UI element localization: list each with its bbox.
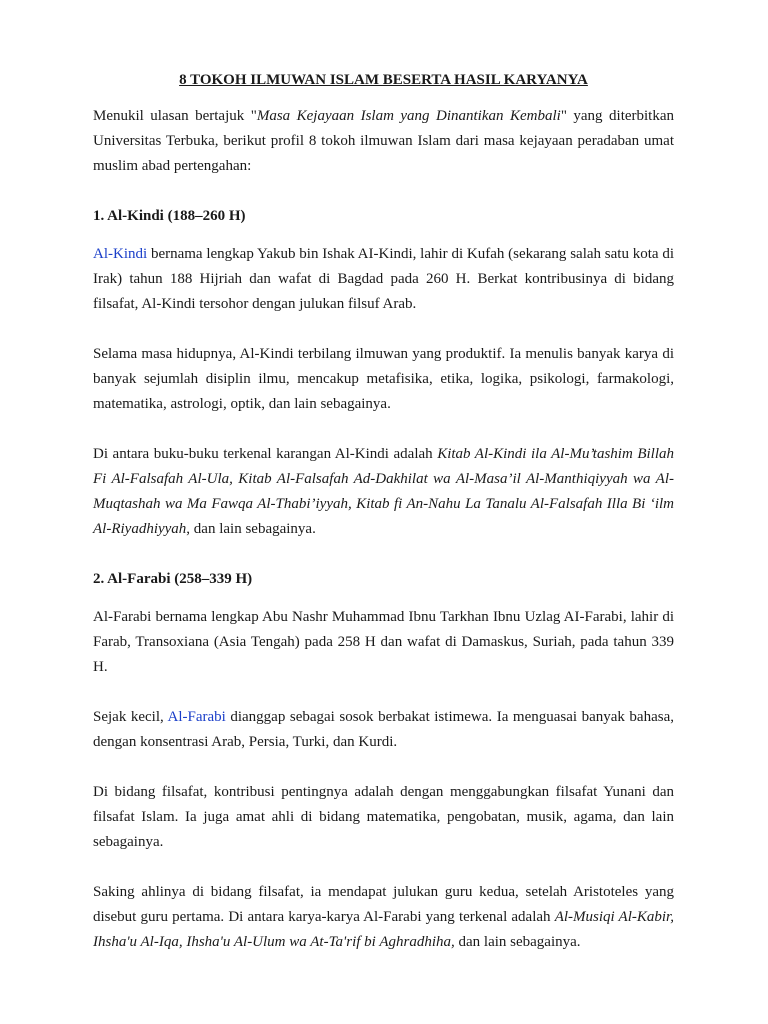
al-farabi-link[interactable]: Al-Farabi	[167, 709, 226, 725]
intro-paragraph: Menukil ulasan bertajuk "Masa Kejayaan Islam yang Dinantikan Kembali" yang diterbitkan Universitas Terbuka, berikut profil 8 tokoh ilmuwan Islam dari masa kejayaan peradaban umat muslim abad pertengahan:	[93, 108, 675, 174]
al-kindi-paragraph-1: Al-Kindi bernama lengkap Yakub bin Ishak AI-Kindi, lahir di Kufah (sekarang salah satu kota di Irak) tahun 188 Hijriah dan wafat di Bagdad pada 260 H. Berkat kontribusinya di bidang filsafat, Al-Kindi tersohor dengan julukan filsuf Arab.	[93, 246, 674, 312]
al-kindi-link[interactable]: Al-Kindi	[93, 246, 148, 262]
section-heading-al-kindi: 1. Al-Kindi (188–260 H)	[93, 208, 246, 224]
al-farabi-paragraph-2: Sejak kecil, Al-Farabi dianggap sebagai sosok berbakat istimewa. Ia menguasai banyak bahasa, dengan konsentrasi Arab, Persia, Turki, dan Kurdi.	[93, 709, 674, 750]
al-farabi-paragraph-3: Di bidang filsafat, kontribusi pentingnya adalah dengan menggabungkan filsafat Yunani dan filsafat Islam. Ia juga amat ahli di bidang matematika, pengobatan, musik, agama, dan lain sebagainya.	[93, 784, 674, 850]
page-title: 8 TOKOH ILMUWAN ISLAM BESERTA HASIL KARYANYA	[179, 72, 588, 88]
al-kindi-paragraph-2: Selama masa hidupnya, Al-Kindi terbilang ilmuwan yang produktif. Ia menulis banyak karya di banyak sejumlah disiplin ilmu, mencakup metafisika, etika, logika, psikologi, farmakologi, matematika, astrologi, optik, dan lain sebagainya.	[93, 346, 674, 412]
al-farabi-paragraph-4: Saking ahlinya di bidang filsafat, ia mendapat julukan guru kedua, setelah Aristoteles yang disebut guru pertama. Di antara karya-karya Al-Farabi yang terkenal adalah Al-Musiqi Al-Kabir, Ihsha'u Al-Iqa, Ihsha'u Al-Ulum wa At-Ta'rif bi Aghradhiha, dan lain sebagainya.	[93, 884, 674, 950]
section-heading-al-farabi: 2. Al-Farabi (258–339 H)	[93, 571, 253, 587]
al-kindi-paragraph-3: Di antara buku-buku terkenal karangan Al-Kindi adalah Kitab Al-Kindi ila Al-Mu’tashim Billah Fi Al-Falsafah Al-Ula, Kitab Al-Falsafah Ad-Dakhilat wa Al-Masa’il Al-Manthiqiyyah wa Al-Muqtashah wa Ma Fawqa Al-Thabi’iyyah, Kitab fi An-Nahu La Tanalu Al-Falsafah Illa Bi ‘ilm Al-Riyadhiyyah, dan lain sebagainya.	[93, 446, 674, 537]
al-farabi-paragraph-1: Al-Farabi bernama lengkap Abu Nashr Muhammad Ibnu Tarkhan Ibnu Uzlag AI-Farabi, lahir di Farab, Transoxiana (Asia Tengah) pada 258 H dan wafat di Damaskus, Suriah, pada tahun 339 H.	[93, 609, 674, 675]
